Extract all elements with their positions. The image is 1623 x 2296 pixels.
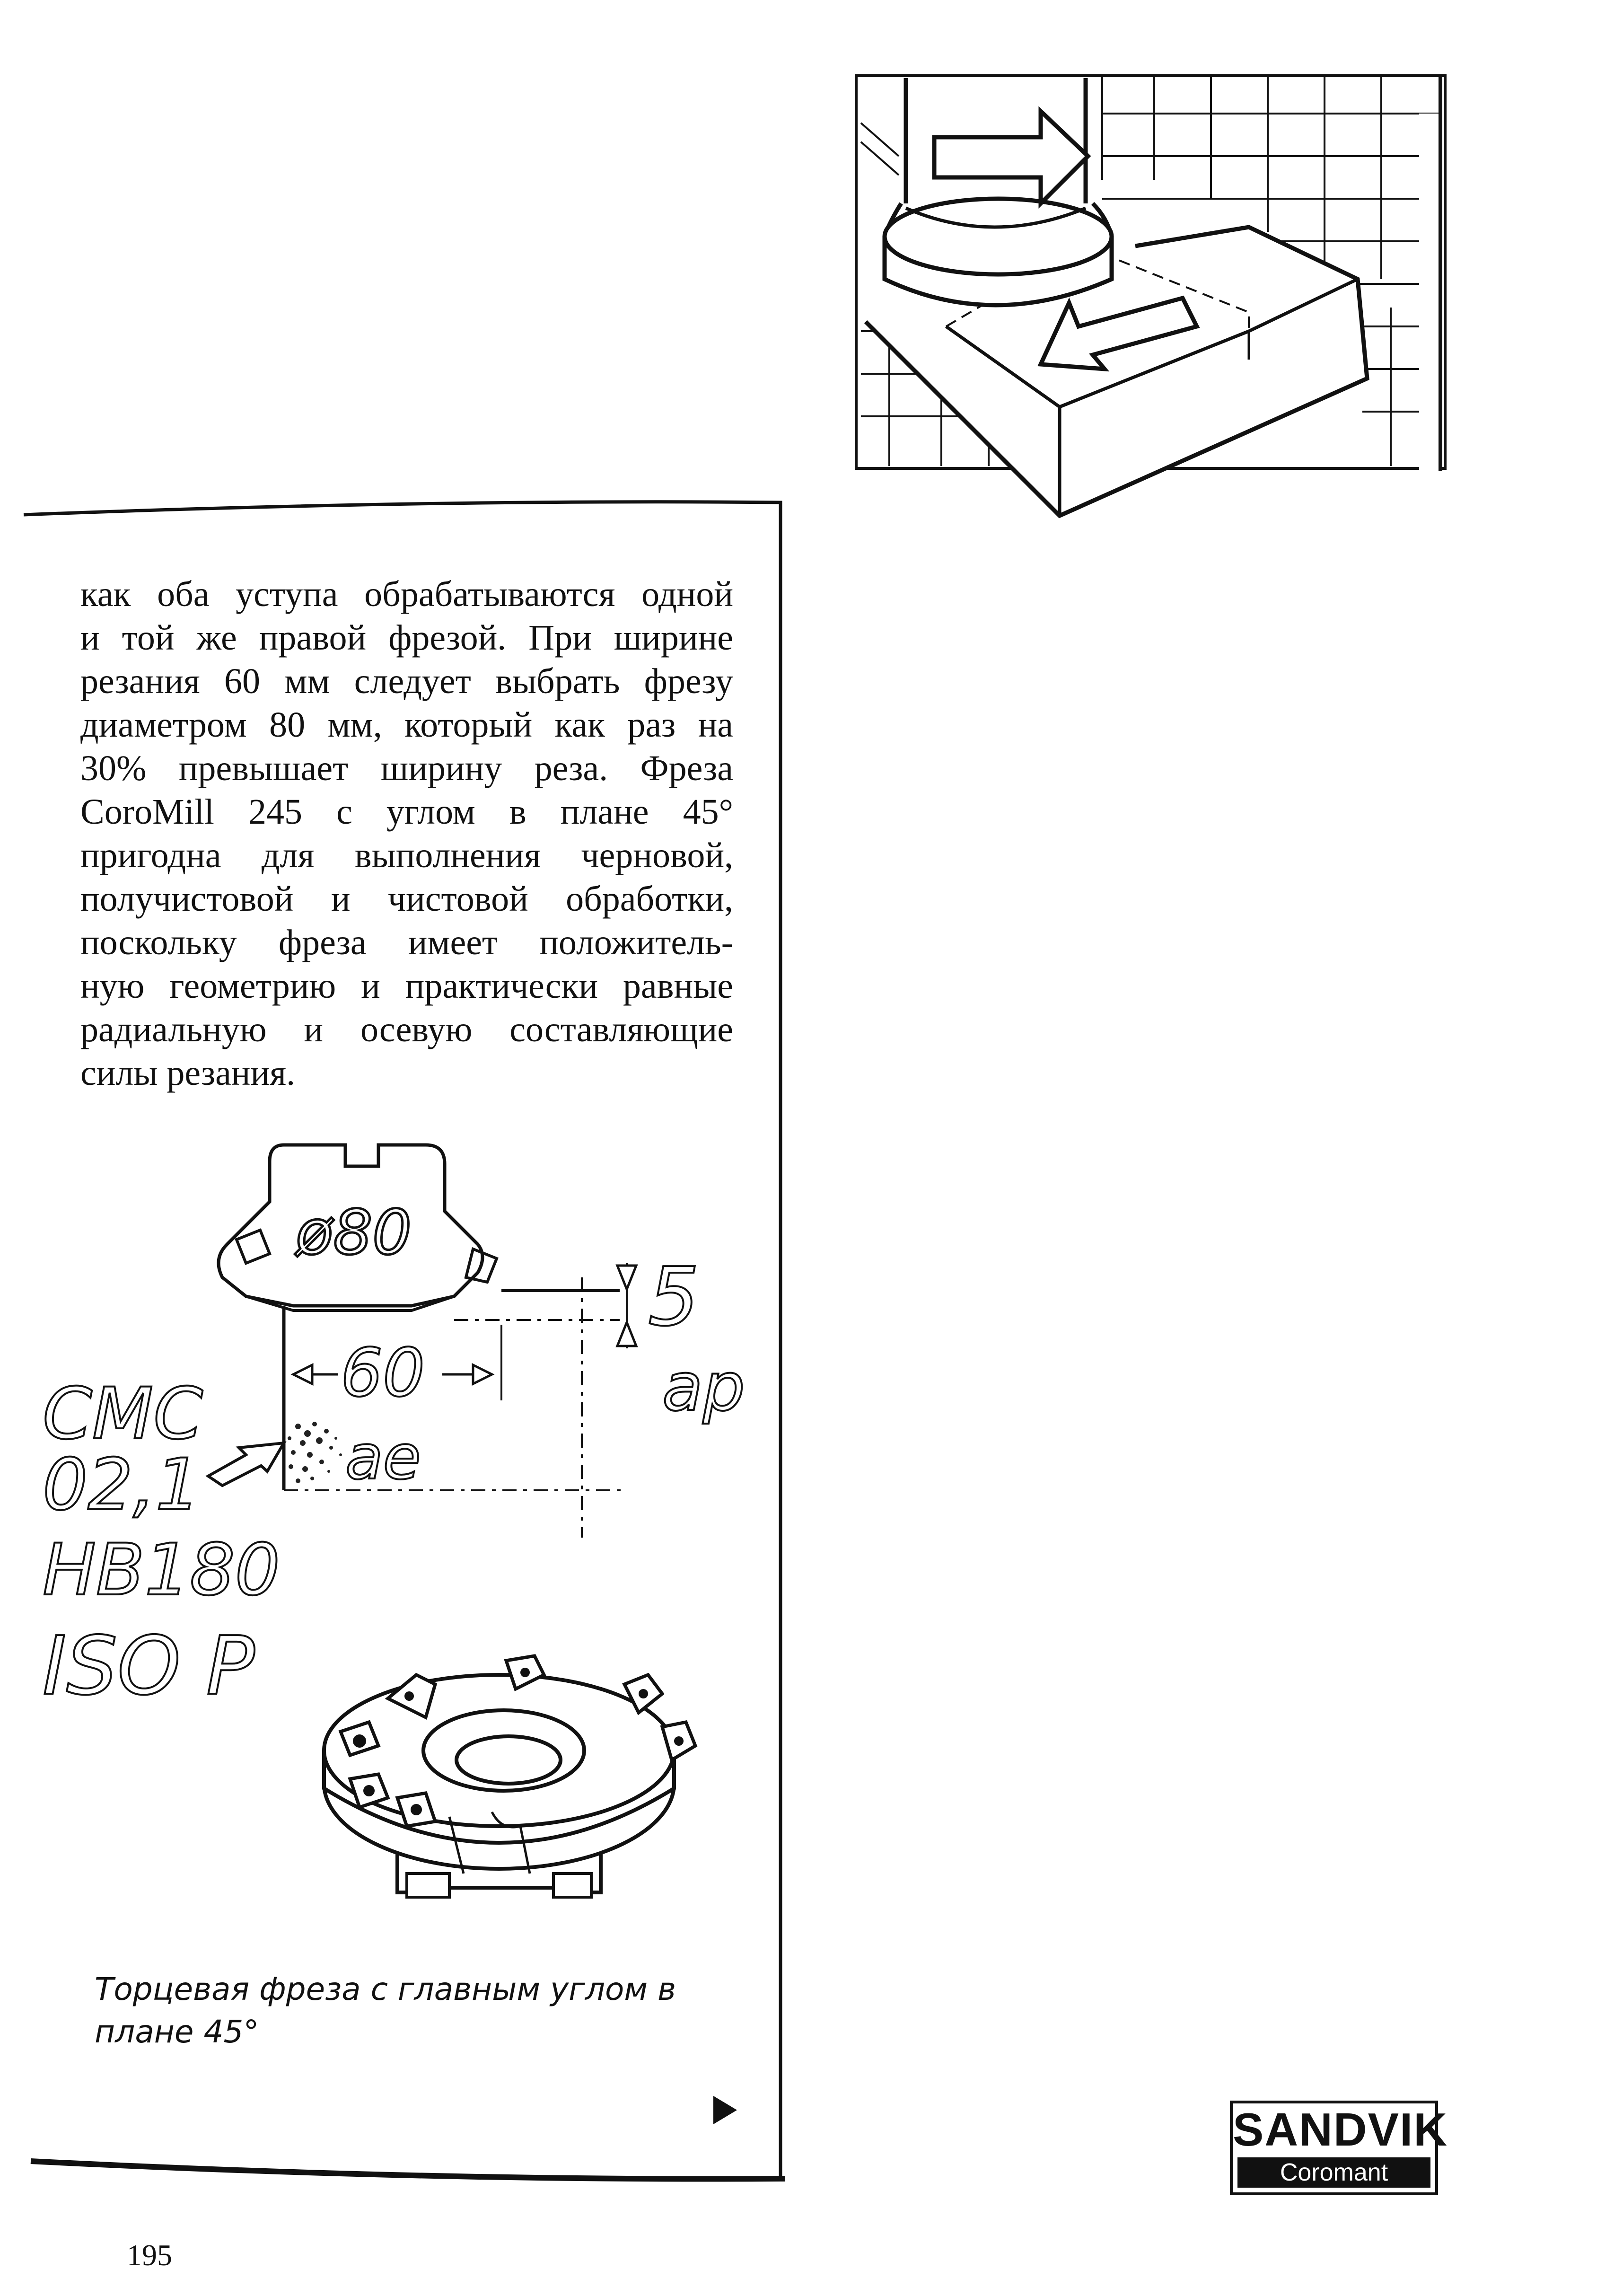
material-line-1: CMC	[43, 1373, 203, 1455]
sandvik-logo	[1230, 2101, 1448, 2195]
caption-line: плане 45°	[95, 2014, 259, 2050]
body-line: как оба уступа обрабатываются одной	[80, 574, 733, 614]
width-value: 60	[341, 1335, 425, 1412]
logo-sub: Coromant	[1237, 2157, 1430, 2188]
milling-cutter-illustration	[324, 1656, 695, 1897]
depth-value: 5	[648, 1250, 700, 1344]
body-line: CoroMill 245 с углом в плане 45°	[80, 792, 733, 832]
play-arrow-icon	[713, 2096, 737, 2124]
body-line: диаметром 80 мм, который как раз на	[80, 705, 733, 745]
body-line: радиальную и осевую составляющие	[80, 1010, 733, 1049]
body-line: получистовой и чистовой обработки,	[80, 879, 733, 919]
body-line: поскольку фреза имеет положитель-	[80, 923, 733, 962]
figure-caption	[95, 1968, 747, 2053]
top-illustration	[856, 76, 1445, 516]
logo-brand: SANDVIK	[1233, 2103, 1448, 2155]
page-number: 195	[127, 2238, 172, 2272]
body-text	[80, 572, 733, 1095]
rotation-arrow-icon	[934, 111, 1088, 203]
width-symbol: ae	[345, 1421, 421, 1493]
body-line: резания 60 мм следует выбрать фрезу	[80, 661, 733, 701]
caption-line: Торцевая фреза с главным углом в	[95, 1971, 676, 2007]
material-line-4: ISO P	[43, 1619, 255, 1713]
material-line-2: 02,1	[43, 1444, 201, 1526]
depth-symbol: ap	[662, 1349, 745, 1426]
body-line: силы резания.	[80, 1053, 296, 1093]
material-line-3: HB180	[43, 1529, 281, 1611]
body-line: ную геометрию и практически равные	[80, 966, 733, 1006]
diameter-label: ø80	[296, 1196, 412, 1268]
body-line: пригодна для выполнения черновой,	[80, 836, 733, 875]
chip-spray	[288, 1422, 342, 1483]
body-line: и той же правой фрезой. При ширине	[80, 618, 733, 658]
body-line: 30% превышает ширину реза. Фреза	[80, 748, 733, 788]
